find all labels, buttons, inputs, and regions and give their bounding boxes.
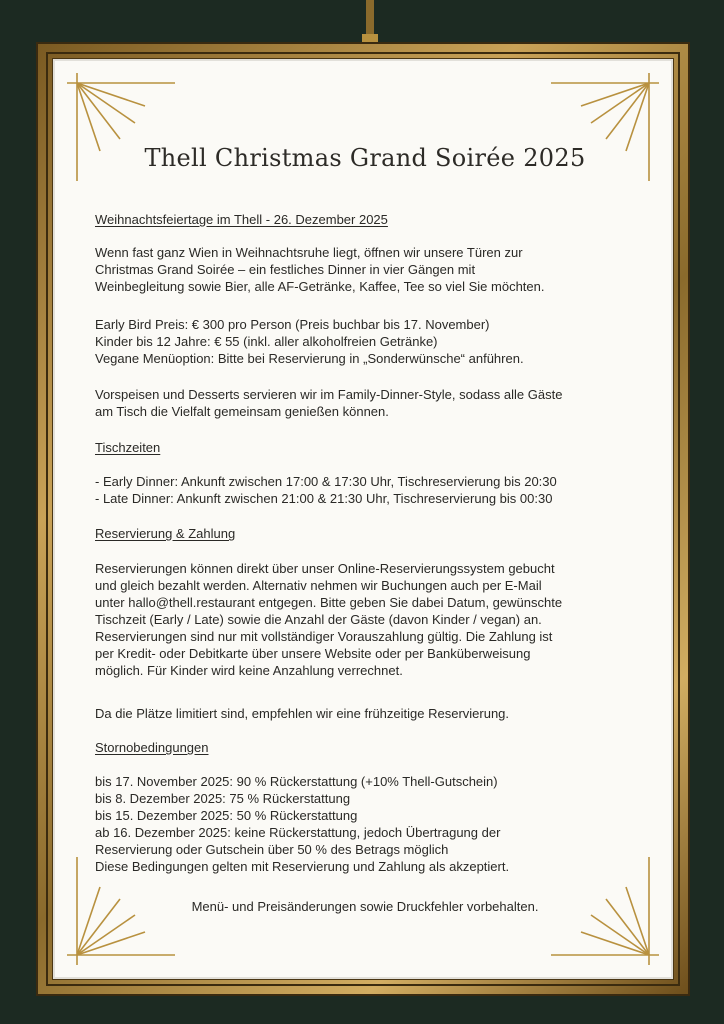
cancellation-line: Reservierung oder Gutschein über 50 % des Betrags möglich [95,842,449,857]
reservation-paragraph [95,560,635,679]
limited-seats-note: Da die Plätze limitiert sind, empfehlen wir eine frühzeitige Reservierung. [95,706,510,721]
reservation-line: und gleich bezahlt werden. Alternativ nehmen wir Buchungen auch per E-Mail [95,578,542,593]
cancellation-heading: Stornobedingungen [95,740,209,755]
family-style-line: Vorspeisen und Desserts servieren wir im Family-Dinner-Style, sodass alle Gäste [95,387,563,402]
cancellation-line: bis 15. Dezember 2025: 50 % Rückerstattung [95,808,358,823]
cancellation-line: Diese Bedingungen gelten mit Reservierung und Zahlung als akzeptiert. [95,859,510,874]
intro-line: Weinbegleitung sowie Bier, alle AF-Getränke, Kaffee, Tee so viel Sie möchten. [95,279,545,294]
reservation-line: per Kredit- oder Debitkarte über unsere Website oder per Banküberweisung [95,646,531,661]
price-line: Vegane Menüoption: Bitte bei Reservierung in „Sonderwünsche“ anführen. [95,351,524,366]
reservation-line: Reservierungen sind nur mit vollständiger Vorauszahlung gültig. Die Zahlung ist [95,629,553,644]
time-slot: - Late Dinner: Ankunft zwischen 21:00 & 21:30 Uhr, Tischreservierung bis 00:30 [95,491,553,506]
disclaimer: Menü- und Preisänderungen sowie Druckfehler vorbehalten. [191,899,539,914]
cancellation-line: bis 8. Dezember 2025: 75 % Rückerstattung [95,791,351,806]
page-title: Thell Christmas Grand Soirée 2025 [144,144,586,172]
prices-paragraph [95,316,635,367]
reservation-line: möglich. Für Kinder wird keine Anzahlung verrechnet. [95,663,403,678]
family-style-paragraph [95,386,635,420]
menu-card [55,61,671,977]
intro-paragraph [95,244,635,295]
reservation-heading: Reservierung & Zahlung [95,526,236,541]
reservation-line: unter hallo@thell.restaurant entgegen. Bitte geben Sie dabei Datum, gewünschte [95,595,563,610]
reservation-line: Tischzeit (Early / Late) sowie die Anzahl der Gäste (davon Kinder / vegan) an. [95,612,542,627]
cancellation-line: ab 16. Dezember 2025: keine Rückerstattung, jedoch Übertragung der [95,825,501,840]
family-style-line: am Tisch die Vielfalt gemeinsam genießen können. [95,404,389,419]
time-slot: - Early Dinner: Ankunft zwischen 17:00 & 17:30 Uhr, Tischreservierung bis 20:30 [95,474,557,489]
reservation-line: Reservierungen können direkt über unser Online-Reservierungssystem gebucht [95,561,555,576]
date-heading: Weihnachtsfeiertage im Thell - 26. Dezember 2025 [95,212,388,227]
cancellation-line: bis 17. November 2025: 90 % Rückerstattung (+10% Thell-Gutschein) [95,774,498,789]
frame-hook [361,0,379,44]
price-line: Kinder bis 12 Jahre: € 55 (inkl. aller alkoholfreien Getränke) [95,334,438,349]
cancellation-list [95,773,635,875]
times-heading: Tischzeiten [95,440,161,455]
intro-line: Christmas Grand Soirée – ein festliches Dinner in vier Gängen mit [95,262,476,277]
intro-line: Wenn fast ganz Wien in Weihnachtsruhe liegt, öffnen wir unsere Türen zur [95,245,523,260]
price-line: Early Bird Preis: € 300 pro Person (Preis buchbar bis 17. November) [95,317,490,332]
times-list [95,473,635,507]
